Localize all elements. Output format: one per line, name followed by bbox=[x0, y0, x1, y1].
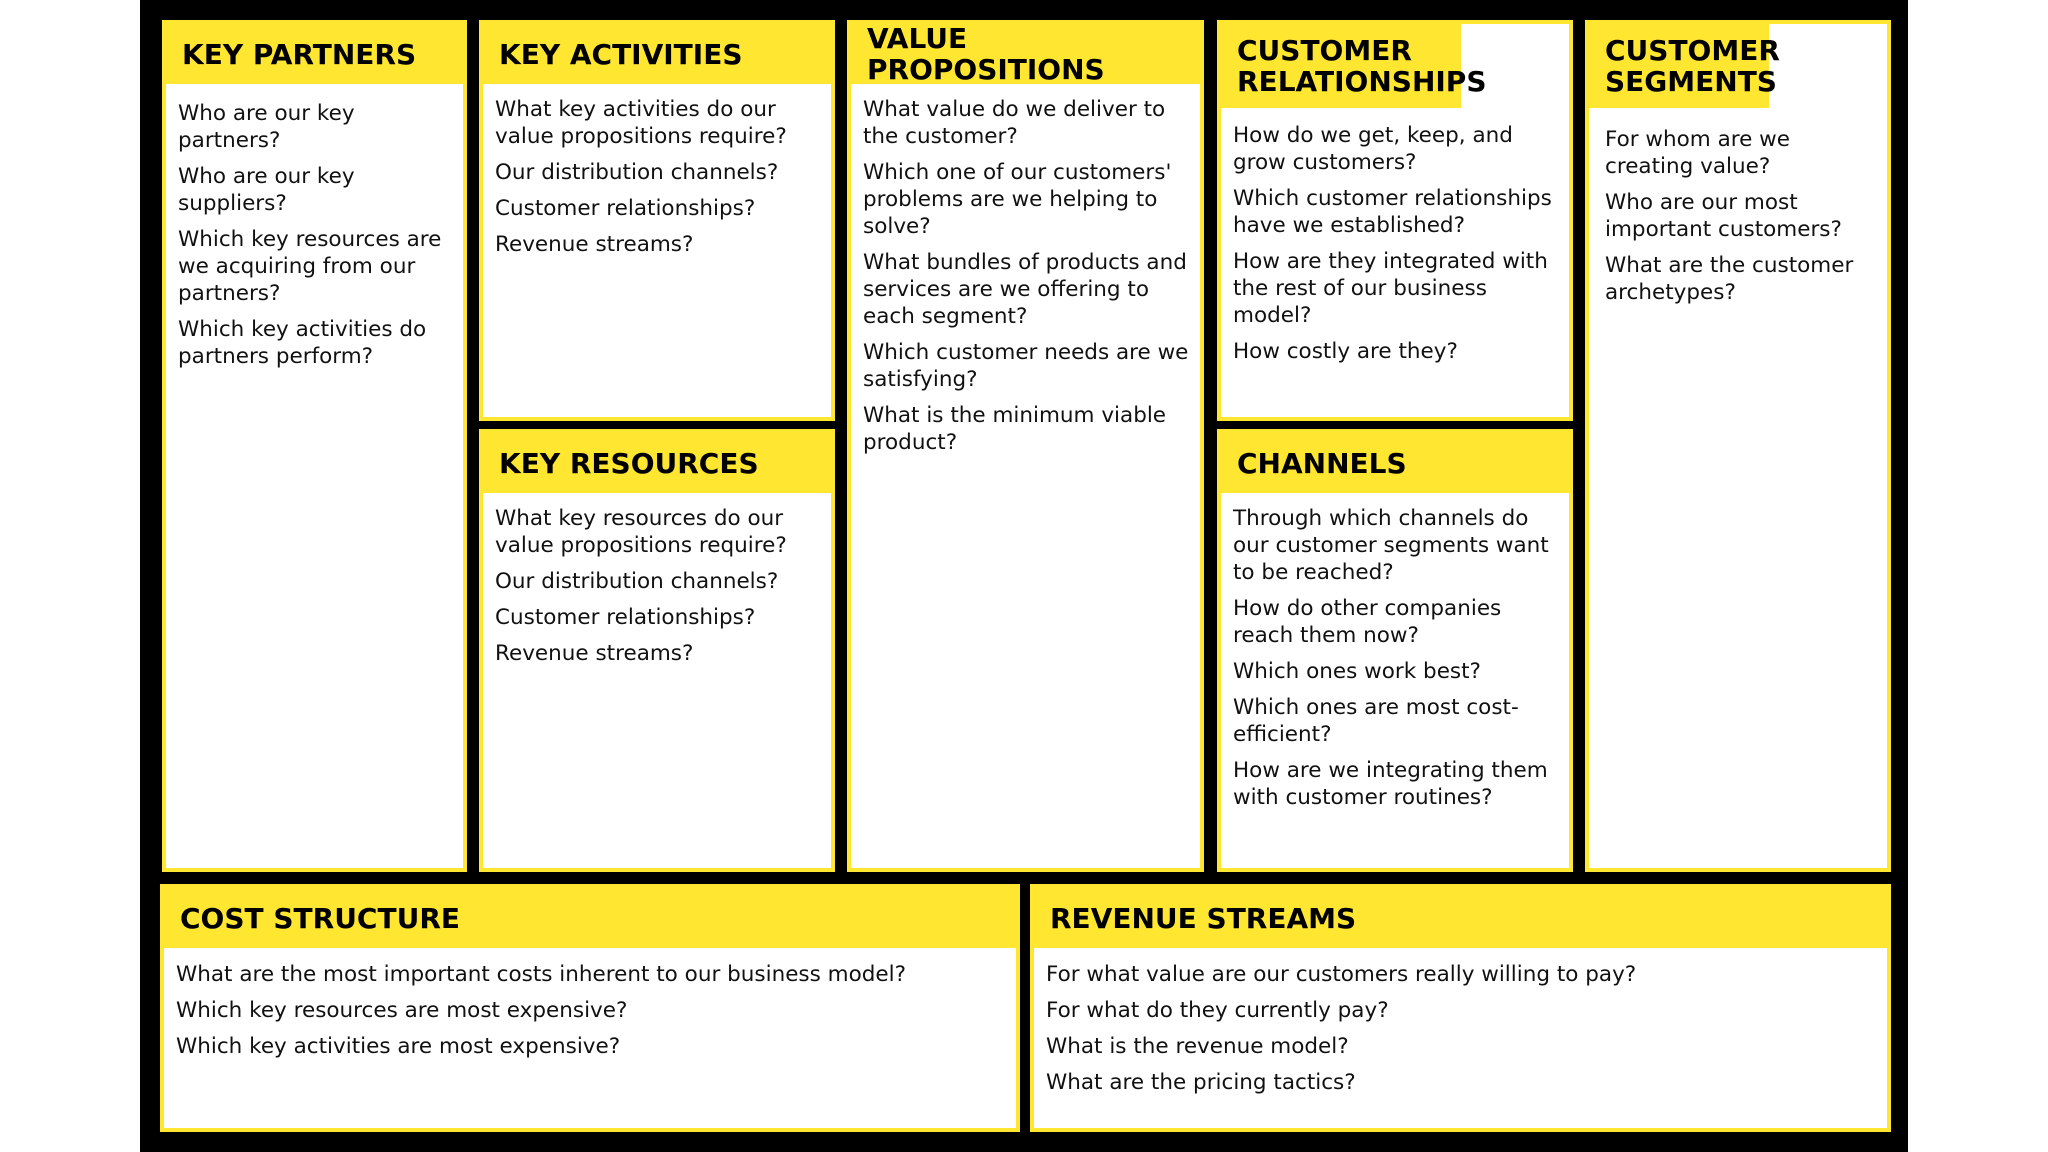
revenue-streams-block bbox=[1030, 884, 1891, 1132]
key-resources-list bbox=[483, 493, 831, 667]
question-item: Which ones work best? bbox=[1233, 659, 1481, 684]
question-item: Revenue streams? bbox=[495, 232, 694, 257]
question-item: How do we get, keep, and grow customers? bbox=[1233, 123, 1513, 175]
key-activities-title: KEY ACTIVITIES bbox=[483, 24, 831, 84]
key-resources-title: KEY RESOURCES bbox=[483, 433, 831, 493]
cost-structure-list bbox=[164, 948, 1016, 1060]
question-item: Which customer needs are we satisfying? bbox=[863, 340, 1189, 392]
key-resources-block bbox=[479, 429, 835, 872]
question-item: Who are our most important customers? bbox=[1605, 190, 1842, 242]
question-item: Which ones are most cost-efficient? bbox=[1233, 695, 1519, 747]
customer-relationships-title: CUSTOMER RELATIONSHIPS bbox=[1221, 24, 1461, 108]
question-item: What key resources do our value propositions require? bbox=[495, 506, 787, 558]
key-activities-block bbox=[479, 20, 835, 421]
business-model-canvas bbox=[140, 0, 1908, 1152]
customer-relationships-list bbox=[1221, 108, 1569, 365]
question-item: Through which channels do our customer segments want to be reached? bbox=[1233, 506, 1549, 585]
question-item: Our distribution channels? bbox=[495, 569, 779, 594]
question-item: How are we integrating them with customer routines? bbox=[1233, 758, 1548, 810]
question-item: What value do we deliver to the customer? bbox=[863, 97, 1166, 149]
question-item: For whom are we creating value? bbox=[1605, 127, 1790, 179]
question-item: Our distribution channels? bbox=[495, 160, 779, 185]
question-item: What key activities do our value propositions require? bbox=[495, 97, 787, 149]
revenue-streams-title: REVENUE STREAMS bbox=[1034, 888, 1887, 948]
key-partners-list bbox=[166, 84, 463, 370]
question-item: Who are our key suppliers? bbox=[178, 164, 355, 216]
customer-relationships-block bbox=[1217, 20, 1573, 421]
value-propositions-block bbox=[847, 20, 1204, 872]
question-item: Revenue streams? bbox=[495, 641, 694, 666]
channels-title: CHANNELS bbox=[1221, 433, 1569, 493]
key-partners-title: KEY PARTNERS bbox=[166, 24, 463, 84]
value-propositions-title: VALUE PROPOSITIONS bbox=[851, 24, 1200, 84]
question-item: Which one of our customers' problems are we helping to solve? bbox=[863, 160, 1172, 239]
question-item: How are they integrated with the rest of our business model? bbox=[1233, 249, 1548, 328]
question-item: For what value are our customers really willing to pay? bbox=[1046, 962, 1637, 987]
question-item: Which key resources are most expensive? bbox=[176, 998, 628, 1023]
channels-block bbox=[1217, 429, 1573, 872]
question-item: What bundles of products and services are we offering to each segment? bbox=[863, 250, 1187, 329]
customer-segments-title: CUSTOMER SEGMENTS bbox=[1589, 24, 1769, 108]
question-item: For what do they currently pay? bbox=[1046, 998, 1389, 1023]
channels-list bbox=[1221, 493, 1569, 811]
question-item: Customer relationships? bbox=[495, 196, 756, 221]
question-item: Which key resources are we acquiring from our partners? bbox=[178, 227, 442, 306]
key-activities-list bbox=[483, 84, 831, 258]
question-item: What are the most important costs inherent to our business model? bbox=[176, 962, 907, 987]
cost-structure-block bbox=[160, 884, 1020, 1132]
question-item: What are the pricing tactics? bbox=[1046, 1070, 1356, 1095]
question-item: Who are our key partners? bbox=[178, 101, 355, 153]
question-item: How costly are they? bbox=[1233, 339, 1458, 364]
cost-structure-title: COST STRUCTURE bbox=[164, 888, 1016, 948]
question-item: How do other companies reach them now? bbox=[1233, 596, 1502, 648]
question-item: Which customer relationships have we established? bbox=[1233, 186, 1552, 238]
question-item: Customer relationships? bbox=[495, 605, 756, 630]
revenue-streams-list bbox=[1034, 948, 1887, 1096]
value-propositions-list bbox=[851, 84, 1200, 456]
customer-segments-list bbox=[1589, 108, 1887, 306]
question-item: What is the minimum viable product? bbox=[863, 403, 1167, 455]
question-item: What is the revenue model? bbox=[1046, 1034, 1349, 1059]
question-item: Which key activities do partners perform? bbox=[178, 317, 427, 369]
question-item: What are the customer archetypes? bbox=[1605, 253, 1854, 305]
customer-segments-block bbox=[1585, 20, 1891, 872]
key-partners-block bbox=[162, 20, 467, 872]
question-item: Which key activities are most expensive? bbox=[176, 1034, 621, 1059]
